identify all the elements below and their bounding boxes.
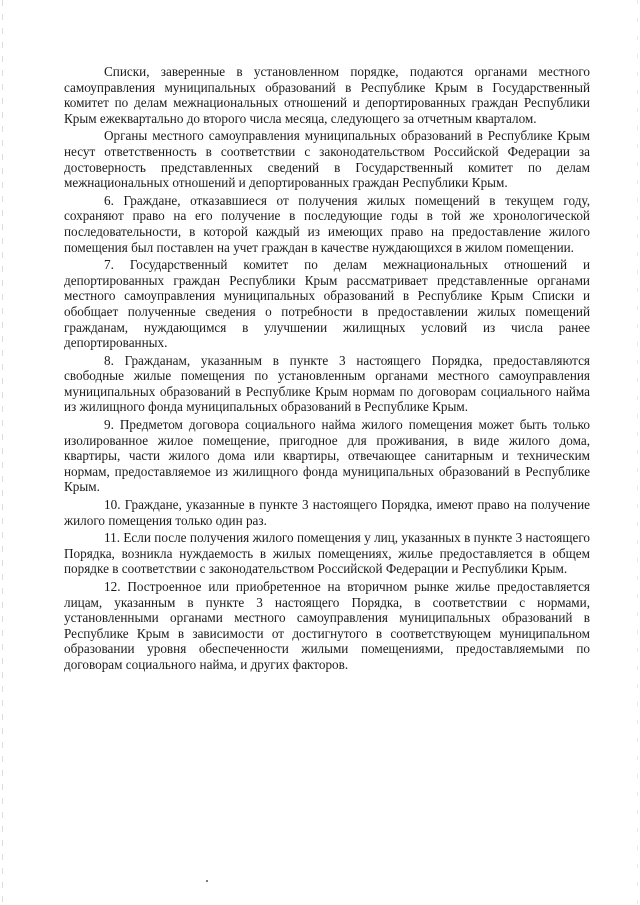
paragraph-item-7: 7. Государственный комитет по делам межнациональных отношений и депортированных граждан Республики Крым рассматривает представленные органами местного самоуправления муниципальных образований в Республике Крым Списки и обобщает полученные сведения о потребности в предоставлении жилых помещений гражданам, нуждающимся в улучшении жилищных условий из числа ранее депортированных. <box>64 257 590 351</box>
scan-edge-left <box>2 0 3 905</box>
paragraph-item-6: 6. Граждане, отказавшиеся от получения жилых помещений в текущем году, сохраняют право на его получение в последующие годы в той же хронологической последовательности, в которой каждый из имеющих право на предоставление жилого помещения был поставлен на учет граждан в качестве нуждающихся в жилом помещении. <box>64 192 590 255</box>
document-body <box>64 64 590 675</box>
paragraph-item-8: 8. Гражданам, указанным в пункте 3 настоящего Порядка, предоставляются свободные жилые помещения по установленным органами местного самоуправления муниципальных образований в Республике Крым нормам по договорам социального найма из жилищного фонда муниципальных образований в Республике Крым. <box>64 352 590 415</box>
paragraph-responsibility: Органы местного самоуправления муниципальных образований в Республике Крым несут ответственность в соответствии с законодательством Российской Федерации за достоверность представленных сведений в Государственный комитет по делам межнациональных отношений и депортированных граждан Республики Крым. <box>64 128 590 191</box>
paragraph-item-10: 10. Граждане, указанные в пункте 3 настоящего Порядка, имеют право на получение жилого помещения только один раз. <box>64 497 590 528</box>
scan-edge-right <box>637 0 638 905</box>
paragraph-item-12: 12. Построенное или приобретенное на вторичном рынке жилье предоставляется лицам, указанным в пункте 3 настоящего Порядка, в соответствии с нормами, установленными органами местного самоуправления муниципальных образований в Республике Крым в зависимости от достигнутого в соответствующем муниципальном образовании уровня обеспеченности жилыми помещениями, предоставляемыми по договорам социального найма, и других факторов. <box>64 579 590 672</box>
paragraph-item-9: 9. Предметом договора социального найма жилого помещения может быть только изолированное жилое помещение, пригодное для проживания, в виде жилого дома, квартиры, части жилого дома или квартиры, отвечающее санитарным и техническим нормам, предоставляемое из жилищного фонда муниципальных образований в Республике Крым. <box>64 417 590 495</box>
scan-speck <box>206 880 208 882</box>
paragraph-item-11: 11. Если после получения жилого помещения у лиц, указанных в пункте 3 настоящего Порядка, возникла нуждаемость в жилых помещениях, жилье предоставляется в общем порядке в соответствии с законодательством Российской Федерации и Республики Крым. <box>64 530 590 577</box>
paragraph-lists-submission: Списки, заверенные в установленном порядке, подаются органами местного самоуправления муниципальных образований в Республике Крым в Государственный комитет по делам межнациональных отношений и депортированных граждан Республики Крым ежеквартально до второго числа месяца, следующего за отчетным кварталом. <box>64 64 590 126</box>
